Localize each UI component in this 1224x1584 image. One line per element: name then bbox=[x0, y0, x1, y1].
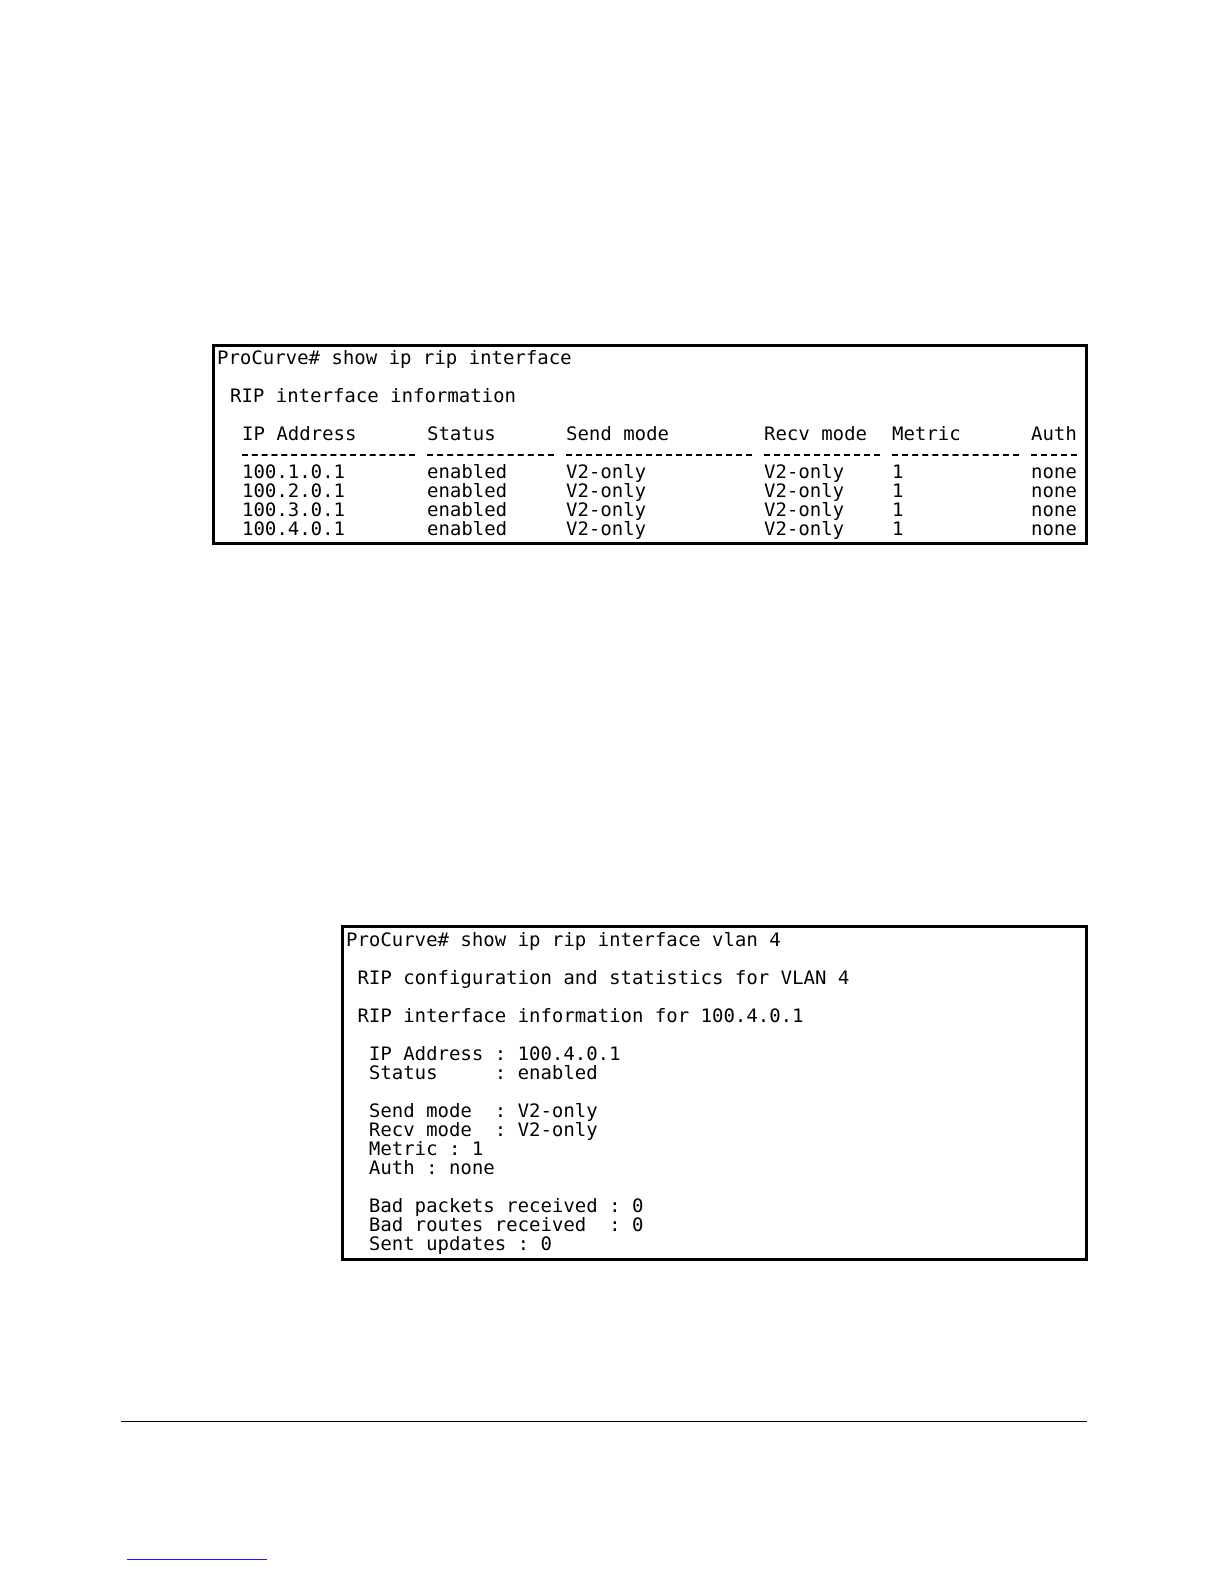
cell-metric: 1 bbox=[892, 461, 904, 483]
cell-send-mode: V2-only bbox=[566, 461, 647, 483]
rip-interface-terminal bbox=[212, 344, 1088, 545]
terminal-line-status: Status : enabled bbox=[346, 1062, 598, 1084]
terminal-line-bad-routes: Bad routes received : 0 bbox=[346, 1214, 644, 1236]
cell-recv-mode: V2-only bbox=[764, 518, 845, 540]
terminal-line-metric: Metric : 1 bbox=[346, 1138, 484, 1160]
cell-auth: none bbox=[1031, 518, 1077, 540]
cell-metric: 1 bbox=[892, 480, 904, 502]
cell-ip-address: 100.3.0.1 bbox=[242, 499, 345, 521]
terminal-line-recv-mode: Recv mode : V2-only bbox=[346, 1119, 598, 1141]
cell-auth: none bbox=[1031, 461, 1077, 483]
terminal-line-sent-updates: Sent updates : 0 bbox=[346, 1233, 552, 1255]
cell-ip-address: 100.2.0.1 bbox=[242, 480, 345, 502]
col-header-metric: Metric bbox=[892, 423, 961, 445]
col-header-recv-mode: Recv mode bbox=[764, 423, 867, 445]
cell-ip-address: 100.4.0.1 bbox=[242, 518, 345, 540]
cell-status: enabled bbox=[427, 499, 508, 521]
terminal-prompt: ProCurve# show ip rip interface vlan 4 bbox=[346, 929, 781, 951]
cell-auth: none bbox=[1031, 480, 1077, 502]
rip-vlan-terminal bbox=[341, 925, 1088, 1261]
terminal-line-bad-packets: Bad packets received : 0 bbox=[346, 1195, 644, 1217]
cell-auth: none bbox=[1031, 499, 1077, 521]
terminal-line-ip-address: IP Address : 100.4.0.1 bbox=[346, 1043, 621, 1065]
col-header-send-mode: Send mode bbox=[566, 423, 669, 445]
cell-status: enabled bbox=[427, 480, 508, 502]
col-header-ip-address: IP Address bbox=[242, 423, 357, 445]
col-header-status: Status bbox=[427, 423, 496, 445]
cell-send-mode: V2-only bbox=[566, 480, 647, 502]
cell-metric: 1 bbox=[892, 499, 904, 521]
cell-status: enabled bbox=[427, 461, 508, 483]
cell-send-mode: V2-only bbox=[566, 518, 647, 540]
terminal-line-interface-heading: RIP interface information for 100.4.0.1 bbox=[346, 1005, 804, 1027]
terminal-line-auth: Auth : none bbox=[346, 1157, 495, 1179]
footer-divider bbox=[121, 1421, 1087, 1422]
footer-link-underline bbox=[127, 1559, 267, 1560]
terminal-heading: RIP interface information bbox=[230, 385, 516, 407]
col-header-auth: Auth bbox=[1031, 423, 1077, 445]
terminal-line-send-mode: Send mode : V2-only bbox=[346, 1100, 598, 1122]
cell-metric: 1 bbox=[892, 518, 904, 540]
cell-recv-mode: V2-only bbox=[764, 499, 845, 521]
cell-recv-mode: V2-only bbox=[764, 461, 845, 483]
terminal-line-config-heading: RIP configuration and statistics for VLAN 4 bbox=[346, 967, 850, 989]
cell-ip-address: 100.1.0.1 bbox=[242, 461, 345, 483]
cell-recv-mode: V2-only bbox=[764, 480, 845, 502]
cell-status: enabled bbox=[427, 518, 508, 540]
cell-send-mode: V2-only bbox=[566, 499, 647, 521]
terminal-prompt: ProCurve# show ip rip interface bbox=[217, 347, 572, 369]
